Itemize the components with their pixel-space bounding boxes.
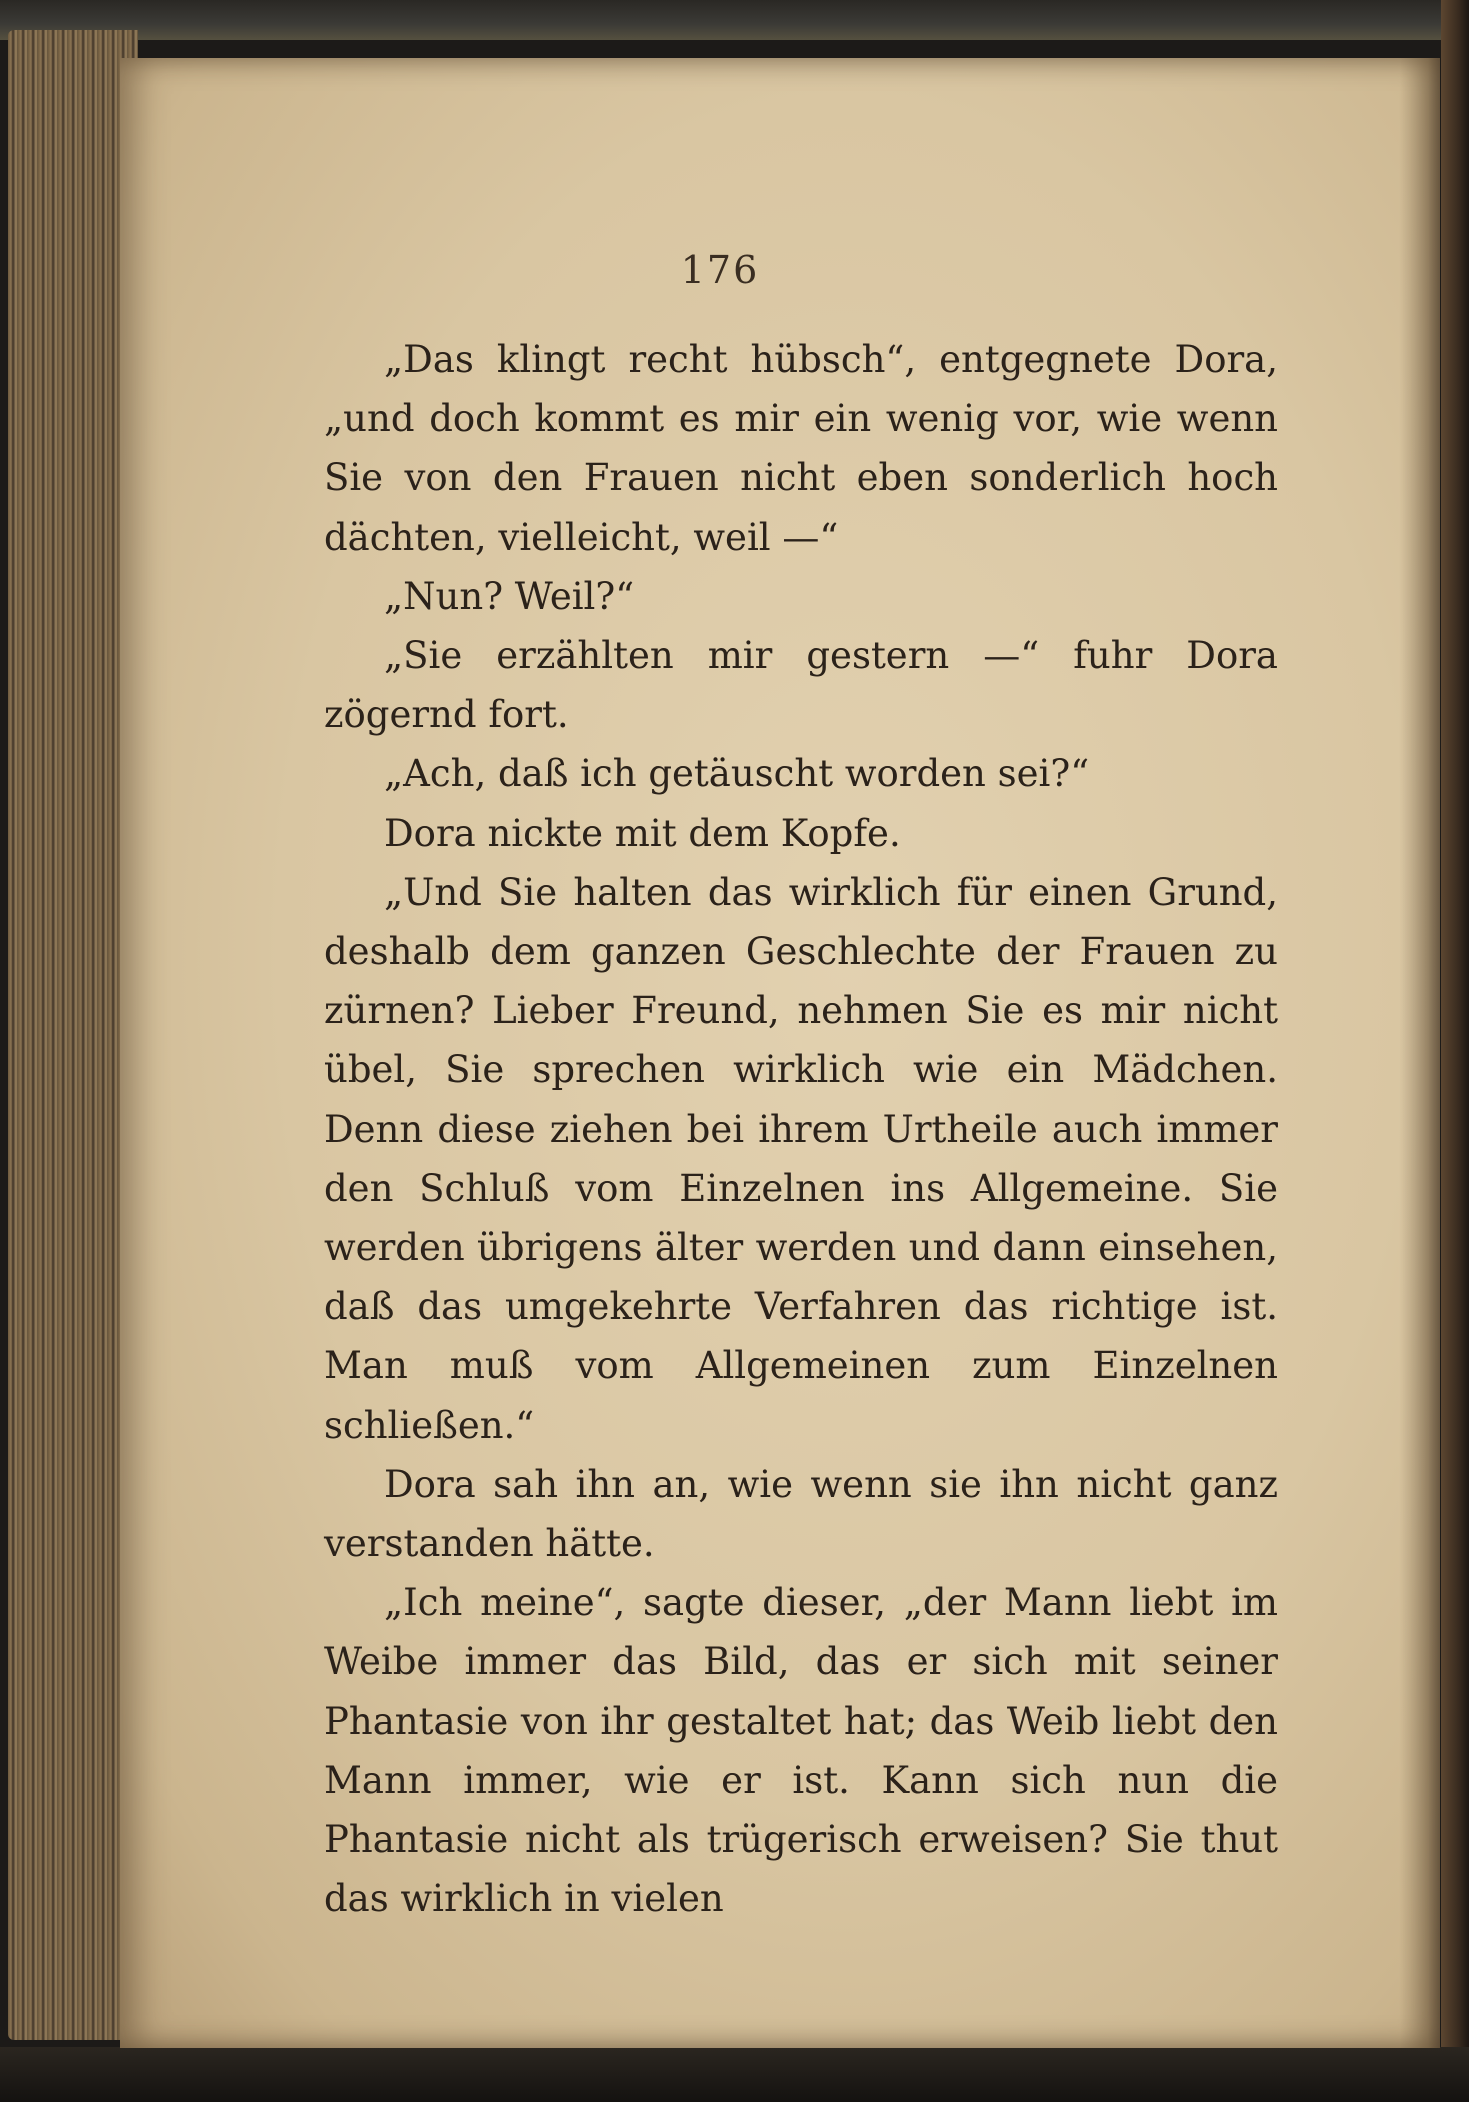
page-gutter-shadow <box>1400 58 1440 2048</box>
page-number: 176 <box>680 248 760 292</box>
book-spine <box>1441 0 1469 2102</box>
paragraph: Dora nickte mit dem Kopfe. <box>384 811 901 855</box>
paragraph: Dora sah ihn an, wie wenn sie ihn nicht ganz verstanden hätte. <box>324 1462 1278 1566</box>
paragraph: „Nun? Weil?“ <box>384 574 635 618</box>
paragraph: „Und Sie halten das wirklich für einen Grund, deshalb dem ganzen Geschlechte der Frauen zu zürnen? Lieber Freund, nehmen Sie es mir nicht übel, Sie sprechen wirklich wie ein Mädchen. Denn diese ziehen bei ihrem Urtheile auch immer den Schluß vom Einzelnen ins Allgemeine. Sie werden übrigens älter werden und dann einsehen, daß das umgekehrte Verfahren das richtige ist. Man muß vom Allgemeinen zum Einzelnen schließen.“ <box>324 870 1278 1447</box>
body-text <box>324 330 1278 1928</box>
paragraph: „Ich meine“, sagte dieser, „der Mann liebt im Weibe immer das Bild, das er sich mit seiner Phantasie von ihr gestaltet hat; das Weib liebt den Mann immer, wie er ist. Kann sich nun die Phantasie nicht als trügerisch erweisen? Sie thut das wirklich in vielen <box>324 1581 1278 1921</box>
paragraph: „Das klingt recht hübsch“, entgegnete Dora, „und doch kommt es mir ein wenig vor, wie wenn Sie von den Frauen nicht eben sonderlich hoch dächten, vielleicht, weil —“ <box>324 338 1278 559</box>
book-bottom-edge <box>0 2047 1469 2102</box>
paragraph: „Ach, daß ich getäuscht worden sei?“ <box>384 752 1090 796</box>
page-stack-edge <box>8 30 138 2040</box>
paragraph: „Sie erzählten mir gestern —“ fuhr Dora zögernd fort. <box>324 634 1278 737</box>
book-top-edge <box>0 0 1469 40</box>
